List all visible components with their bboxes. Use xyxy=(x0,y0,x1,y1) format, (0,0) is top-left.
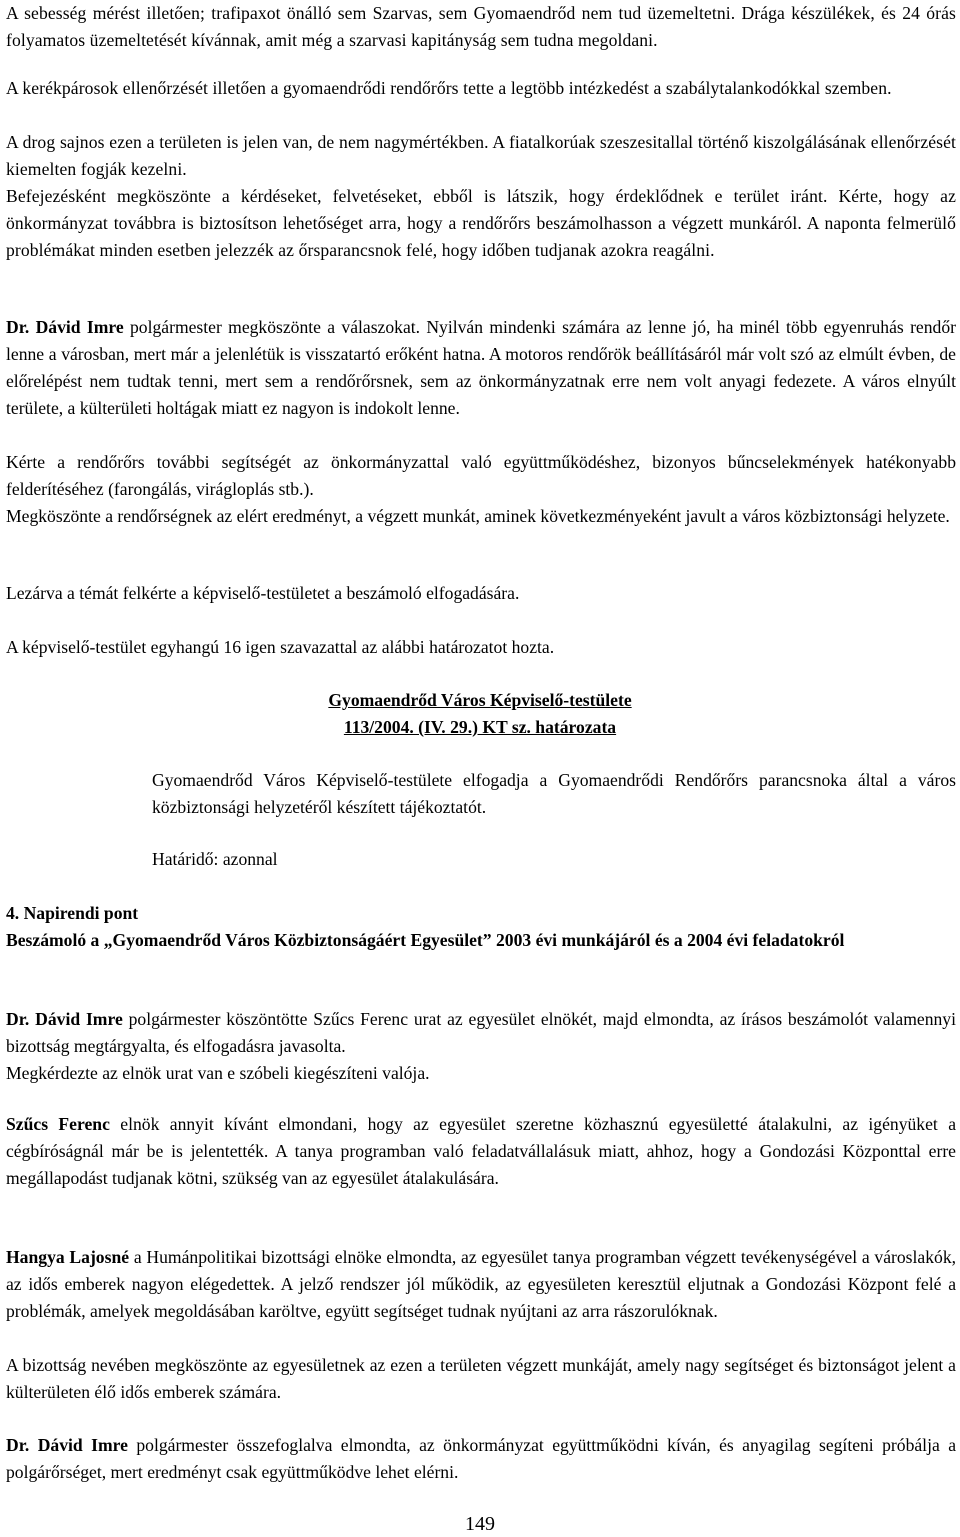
resolution-heading-body: Gyomaendrőd Város Képviselő-testülete xyxy=(328,690,632,710)
paragraph-cyclists: A kerékpárosok ellenőrzését illetően a gyomaendrődi rendőrőrs tette a legtöbb intézkedést a szabálytalankodókkal szemben. xyxy=(6,78,892,98)
resolution-text: Gyomaendrőd Város Képviselő-testülete elfogadja a Gyomaendrődi Rendőrőrs parancsnoka által a város közbiztonsági helyzetéről készített tájékoztatót. xyxy=(152,770,956,817)
paragraph-mayor-summary xyxy=(6,1432,956,1486)
paragraph-speed-measurement: A sebesség mérést illetően; trafipaxot önálló sem Szarvas, sem Gyomaendrőd nem tud üzemeltetni. Drága készülékek, és 24 órás folyamatos üzemeltetését kívánnak, amit még a szarvasi kapitányság sem tudna megoldani. xyxy=(6,3,956,50)
paragraph-committee-thanks: A bizottság nevében megköszönte az egyesületnek az ezen a területen végzett munkáját, amely nagy segítséget és biztonságot jelent a külterületen élő idős emberek számára. xyxy=(6,1355,956,1402)
paragraph-hangya xyxy=(6,1244,956,1325)
paragraph-text: elnök annyit kívánt elmondani, hogy az egyesület szeretne közhasznú egyesületté átalakulni, az igényüket a cégbíróságnál már be is jelentették. A tanya programban való feladatvállalásuk miatt, ahhoz, hogy a Gondozási Központtal erre megállapodást tudjanak kötni, szükség van az egyesület átalakulására. xyxy=(6,1114,956,1188)
speaker-name: Szűcs Ferenc xyxy=(6,1114,110,1134)
speaker-name: Hangya Lajosné xyxy=(6,1247,130,1267)
paragraph-mayor-welcome xyxy=(6,1006,956,1060)
paragraph-text: polgármester összefoglalva elmondta, az önkormányzat együttműködni kíván, és anyagilag segíteni próbálja a polgárőrséget, mert eredményt csak együttműködve lehet elérni. xyxy=(6,1435,957,1482)
paragraph-closing-topic: Lezárva a témát felkérte a képviselő-testületet a beszámoló elfogadására. xyxy=(6,583,520,603)
resolution-heading-number: 113/2004. (IV. 29.) KT sz. határozata xyxy=(343,717,617,737)
page-number: 149 xyxy=(465,1513,495,1535)
agenda-item-title: Beszámoló a „Gyomaendrőd Város Közbiztonságáért Egyesület” 2003 évi munkájáról és a 2004 évi feladatokról xyxy=(6,930,845,950)
paragraph-drugs: A drog sajnos ezen a területen is jelen van, de nem nagymértékben. A fiatalkorúak szeszesitallal történő kiszolgálásának ellenőrzését kiemelten fogják kezelni. xyxy=(6,132,956,179)
resolution-deadline: Határidő: azonnal xyxy=(152,849,278,869)
paragraph-mayor-thanks xyxy=(6,314,956,422)
paragraph-text: polgármester megköszönte a válaszokat. Nyilván mindenki számára az lenne jó, ha minél több egyenruhás rendőr lenne a városban, mert már a jelenlétük is visszatartó erőként hatna. A motoros rendőrök beállításáról már volt szó az elmúlt évben, de előrelépést nem tudtak tenni, mert sem a rendőrőrsnek, sem az önkormányzatnak erre nem volt anyagi fedezete. A város elnyúlt területe, a külterületi holtágak miatt ez nagyon is indokolt lenne. xyxy=(6,317,956,418)
agenda-item-number: 4. Napirendi pont xyxy=(6,903,139,923)
paragraph-closing-thanks: Befejezésként megköszönte a kérdéseket, felvetéseket, ebből is látszik, hogy érdeklődnek e terület iránt. Kérte, hogy az önkormányzat továbbra is biztosítson lehetőséget arra, hogy a rendőrőrs beszámolhasson a végzett munkáról. A naponta felmerülő problémákat minden esetben jelezzék az őrsparancsnok felé, hogy időben tudjanak azokra reagálni. xyxy=(6,186,956,260)
speaker-name: Dr. Dávid Imre xyxy=(6,1009,123,1029)
paragraph-text: a Humánpolitikai bizottsági elnöke elmondta, az egyesület tanya programban végzett tevékenységével a városlakók, az idős emberek nagyon elégedettek. A jelző rendszer jól működik, az egyesületen keresztül eljutnak a Gondozási Központ felé a problémák, amelyek megoldásában karöltve, együtt segítséget tudnak nyújtani az arra rászorulóknak. xyxy=(6,1247,957,1321)
paragraph-vote: A képviselő-testület egyhangú 16 igen szavazattal az alábbi határozatot hozta. xyxy=(6,637,555,657)
paragraph-szucs xyxy=(6,1111,956,1192)
paragraph-text: polgármester köszöntötte Szűcs Ferenc urat az egyesület elnökét, majd elmondta, az írásos beszámolót valamennyi bizottság megtárgyalta, és elfogadásra javasolta. xyxy=(6,1009,956,1056)
speaker-name: Dr. Dávid Imre xyxy=(6,317,124,337)
paragraph-question: Megkérdezte az elnök urat van e szóbeli kiegészíteni valója. xyxy=(6,1063,430,1083)
paragraph-thanks-police: Megköszönte a rendőrségnek az elért eredményt, a végzett munkát, aminek következményeként javult a város közbiztonsági helyzete. xyxy=(6,506,950,526)
speaker-name: Dr. Dávid Imre xyxy=(6,1435,128,1455)
paragraph-request-help: Kérte a rendőrőrs további segítségét az önkormányzattal való együttműködéshez, bizonyos bűncselekmények hatékonyabb felderítéséhez (farongálás, virágloplás stb.). xyxy=(6,452,956,499)
